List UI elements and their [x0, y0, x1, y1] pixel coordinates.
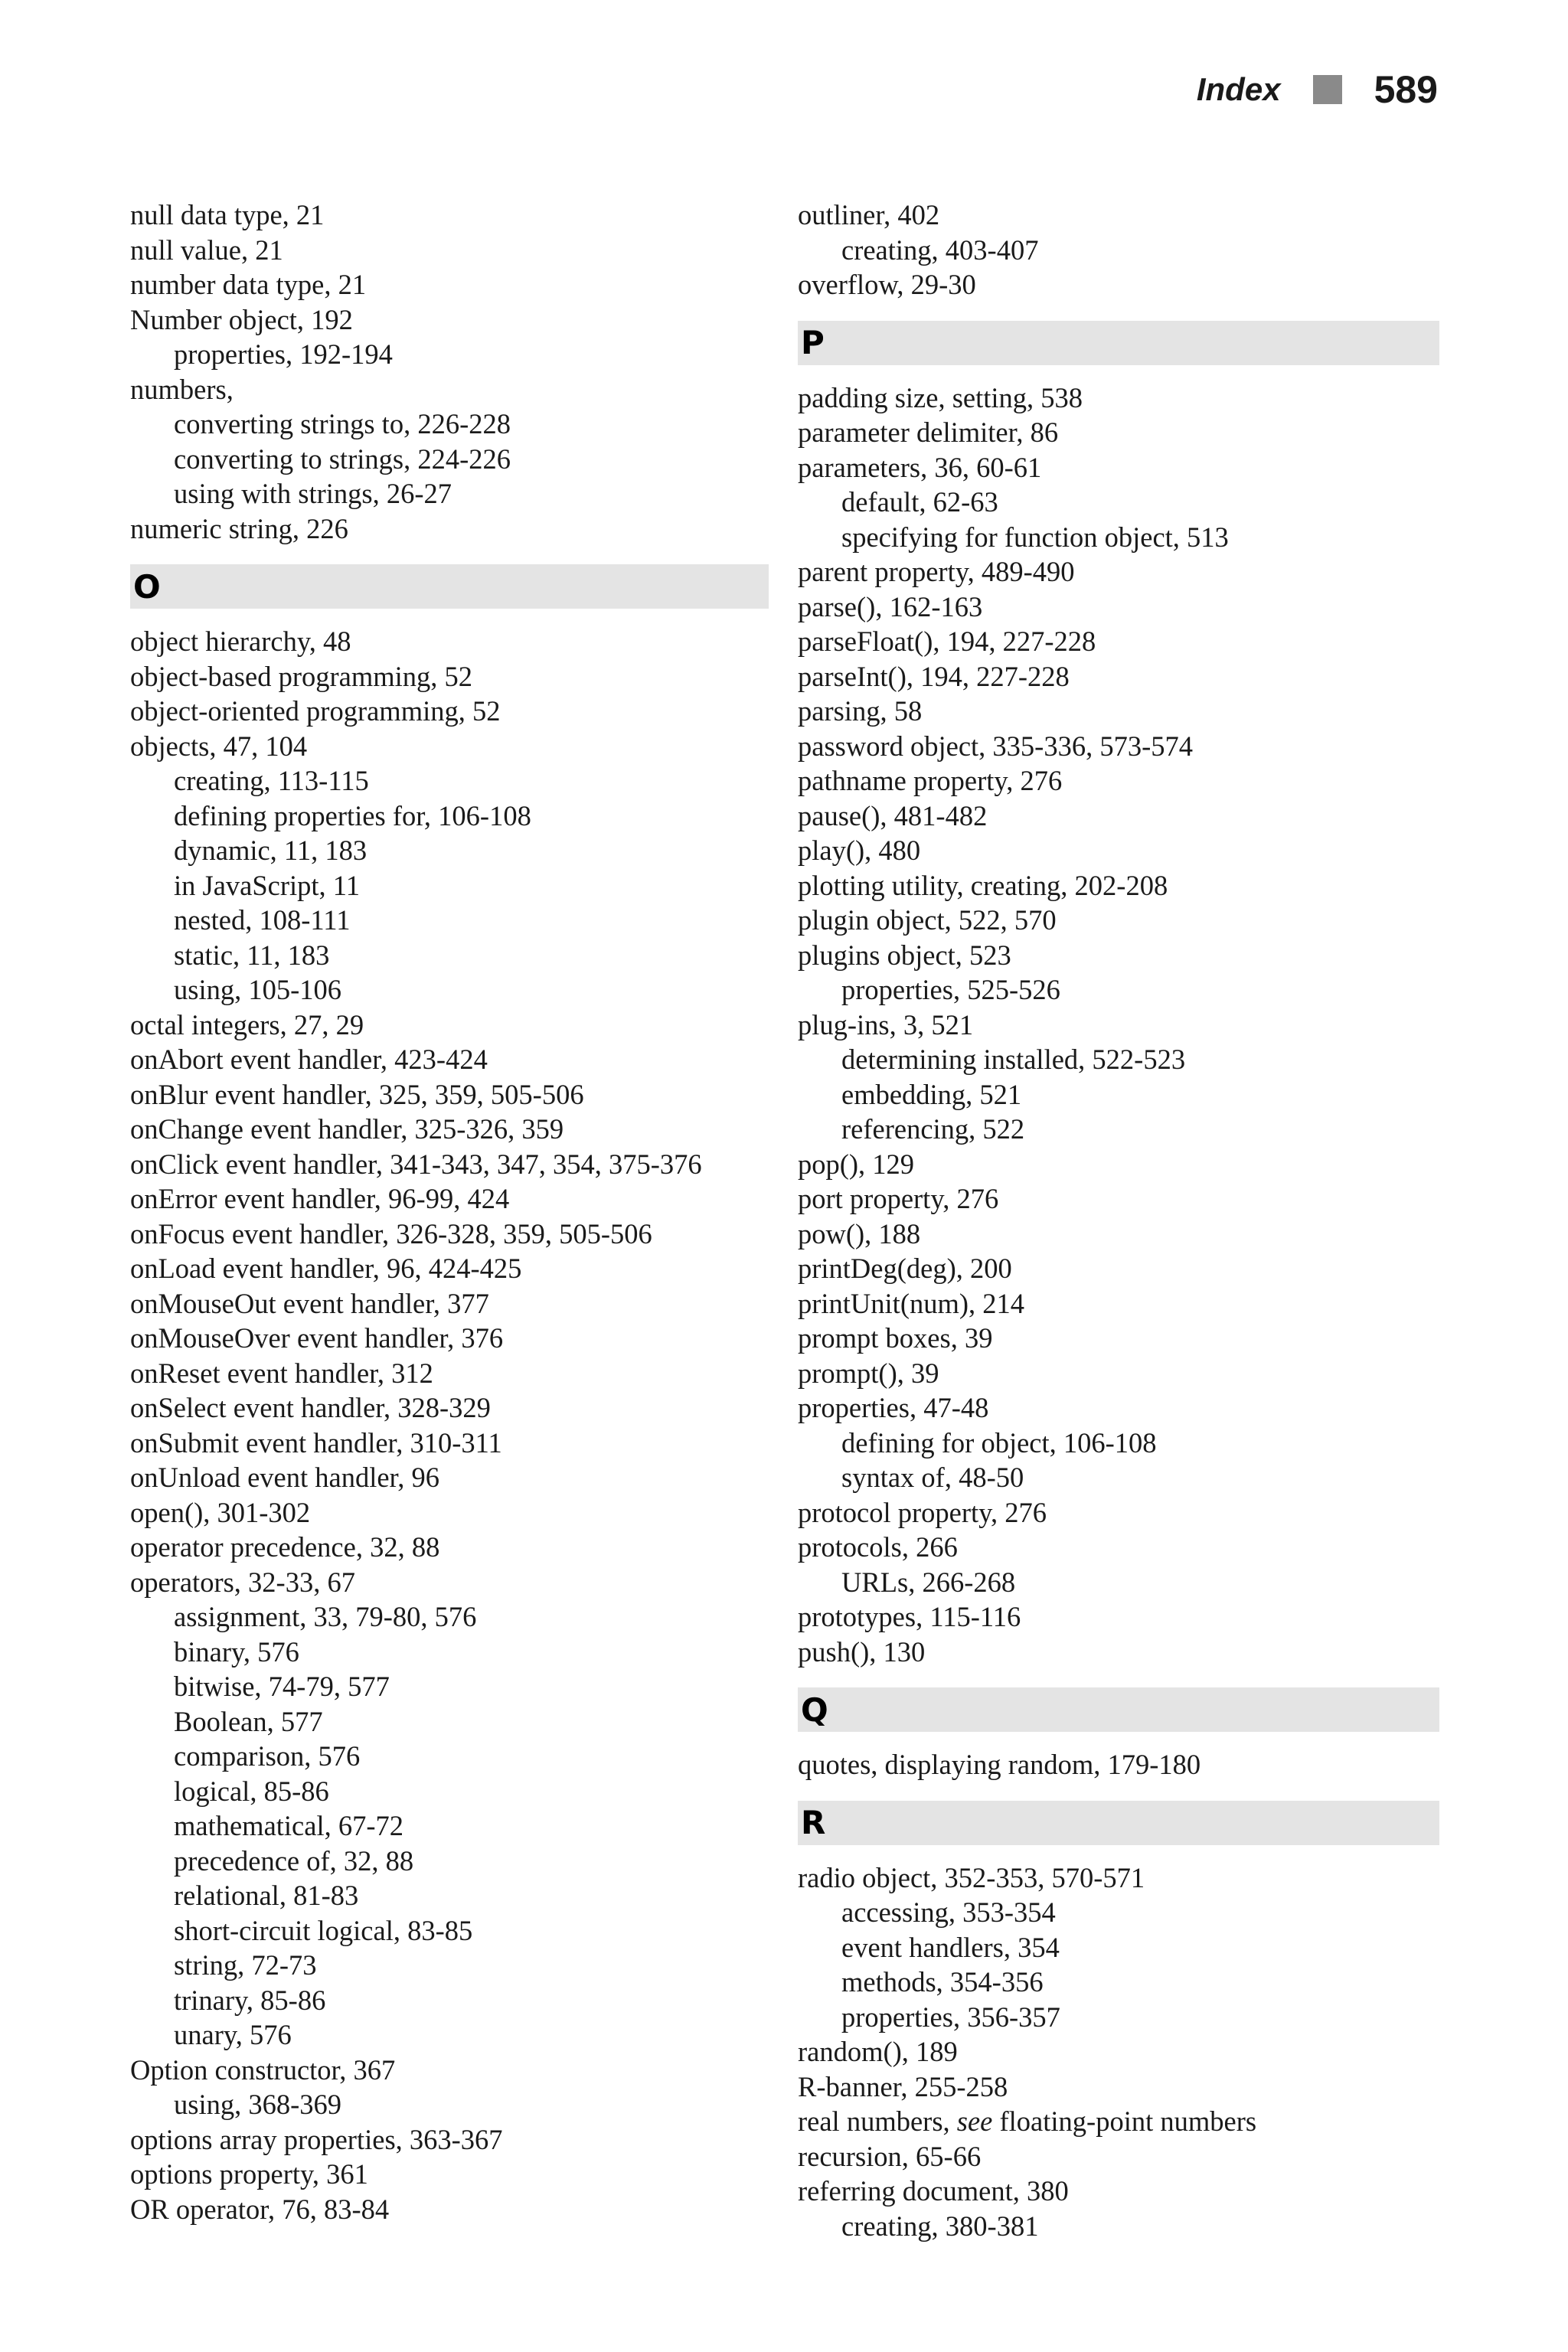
index-subentry: assignment, 33, 79-80, 576	[174, 1601, 477, 1632]
index-subentry: converting to strings, 224-226	[174, 443, 511, 475]
index-subentry: binary, 576	[174, 1635, 299, 1668]
index-entry: onUnload event handler, 96	[130, 1462, 439, 1493]
letter-heading-r	[798, 1801, 1439, 1845]
index-entry: Option constructor, 367	[130, 2053, 396, 2086]
header-square-ornament	[1313, 75, 1342, 104]
index-entry: prototypes, 115-116	[798, 1601, 1021, 1632]
index-entry: pathname property, 276	[798, 765, 1063, 796]
index-entry: operators, 32-33, 67	[130, 1566, 355, 1598]
index-entry: onFocus event handler, 326-328, 359, 505-506	[130, 1217, 652, 1250]
letter-heading-p	[798, 321, 1439, 365]
index-entry: referring document, 380	[798, 2175, 1069, 2207]
index-subentry: creating, 380-381	[841, 2210, 1039, 2242]
index-entry: null value, 21	[130, 234, 283, 266]
index-entry: object-based programming, 52	[130, 660, 473, 692]
index-entry: radio object, 352-353, 570-571	[798, 1861, 1145, 1893]
index-entry: operator precedence, 32, 88	[130, 1531, 440, 1563]
index-entry: onBlur event handler, 325, 359, 505-506	[130, 1078, 584, 1110]
index-entry: pause(), 481-482	[798, 799, 988, 831]
index-subentry: creating, 403-407	[841, 234, 1039, 266]
index-subentry: unary, 576	[174, 2019, 292, 2050]
index-entry: parseFloat(), 194, 227-228	[798, 626, 1096, 657]
index-entry: pop(), 129	[798, 1148, 915, 1180]
entries-o	[130, 624, 769, 2226]
index-entry: password object, 335-336, 573-574	[798, 730, 1193, 762]
index-entry: octal integers, 27, 29	[130, 1008, 364, 1040]
index-subentry: properties, 525-526	[841, 974, 1060, 1005]
index-subentry: string, 72-73	[174, 1949, 317, 1981]
index-entry: number data type, 21	[130, 269, 367, 300]
index-entry: plug-ins, 3, 521	[798, 1008, 974, 1040]
index-subentry: in JavaScript, 11	[174, 869, 360, 901]
index-entry: overflow, 29-30	[798, 269, 976, 300]
index-subentry: methods, 354-356	[841, 1966, 1044, 1998]
entries-n	[130, 198, 769, 546]
index-entry: real numbers, see floating-point numbers	[798, 2105, 1257, 2137]
index-subentry: defining for object, 106-108	[841, 1426, 1157, 1459]
entries-q	[798, 1747, 1439, 1782]
index-entry: parseInt(), 194, 227-228	[798, 660, 1070, 692]
index-subentry: trinary, 85-86	[174, 1984, 326, 2016]
index-entry: printUnit(num), 214	[798, 1287, 1025, 1319]
index-entry: numbers,	[130, 373, 234, 405]
index-subentry: embedding, 521	[841, 1078, 1022, 1110]
index-entry: object-oriented programming, 52	[130, 695, 501, 727]
index-entry: random(), 189	[798, 2036, 958, 2067]
index-entry: objects, 47, 104	[130, 730, 308, 762]
index-subentry: properties, 192-194	[174, 338, 393, 370]
letter-heading-label: O	[133, 567, 161, 606]
index-entry: onChange event handler, 325-326, 359	[130, 1113, 564, 1145]
index-entry: protocols, 266	[798, 1531, 958, 1563]
index-entry: onMouseOver event handler, 376	[130, 1322, 504, 1354]
index-entry: parameter delimiter, 86	[798, 416, 1059, 448]
index-subentry: using, 368-369	[174, 2089, 341, 2120]
index-entry: parent property, 489-490	[798, 556, 1075, 587]
index-subentry: referencing, 522	[841, 1113, 1025, 1145]
index-subentry: logical, 85-86	[174, 1775, 329, 1807]
index-subentry: defining properties for, 106-108	[174, 799, 531, 831]
index-entry: parsing, 58	[798, 695, 923, 727]
index-entry: options array properties, 363-367	[130, 2123, 503, 2155]
index-entry: parse(), 162-163	[798, 590, 983, 622]
index-entry: prompt boxes, 39	[798, 1322, 993, 1354]
letter-heading-label: R	[801, 1804, 826, 1841]
entries-o-cont	[798, 198, 1439, 302]
index-entry: parameters, 36, 60-61	[798, 451, 1042, 483]
index-entry: push(), 130	[798, 1635, 926, 1668]
index-subentry: using, 105-106	[174, 974, 341, 1005]
index-subentry: precedence of, 32, 88	[174, 1844, 414, 1877]
index-entry: prompt(), 39	[798, 1357, 939, 1389]
index-subentry: converting strings to, 226-228	[174, 408, 511, 439]
index-subentry: URLs, 266-268	[841, 1566, 1016, 1598]
index-entry: outliner, 402	[798, 199, 940, 230]
index-entry: onMouseOut event handler, 377	[130, 1287, 489, 1319]
index-entry: pow(), 188	[798, 1217, 921, 1250]
index-entry: properties, 47-48	[798, 1392, 989, 1423]
entries-r	[798, 1860, 1439, 2244]
index-column-right	[798, 198, 1439, 2243]
index-subentry: comparison, 576	[174, 1740, 361, 1772]
index-entry: onSubmit event handler, 310-311	[130, 1426, 502, 1459]
index-subentry: default, 62-63	[841, 486, 998, 518]
index-entry: printDeg(deg), 200	[798, 1253, 1012, 1284]
index-entry: onClick event handler, 341-343, 347, 354, 375-376	[130, 1148, 702, 1180]
index-entry: OR operator, 76, 83-84	[130, 2193, 390, 2225]
letter-heading-label: P	[801, 324, 825, 361]
index-subentry: using with strings, 26-27	[174, 478, 452, 509]
index-entry: padding size, setting, 538	[798, 381, 1083, 413]
index-entry: port property, 276	[798, 1183, 999, 1214]
index-subentry: relational, 81-83	[174, 1880, 359, 1911]
index-subentry: mathematical, 67-72	[174, 1810, 404, 1841]
index-subentry: nested, 108-111	[174, 904, 351, 936]
index-entry: plotting utility, creating, 202-208	[798, 869, 1168, 901]
index-entry: onError event handler, 96-99, 424	[130, 1183, 510, 1214]
index-subentry: creating, 113-115	[174, 765, 369, 796]
index-entry: R-banner, 255-258	[798, 2070, 1008, 2102]
index-entry: onAbort event handler, 423-424	[130, 1044, 488, 1075]
running-header	[1197, 67, 1438, 112]
index-entry: null data type, 21	[130, 199, 325, 230]
index-entry: play(), 480	[798, 835, 921, 866]
index-entry: recursion, 65-66	[798, 2140, 982, 2172]
index-entry: plugin object, 522, 570	[798, 904, 1057, 936]
index-subentry: event handlers, 354	[841, 1931, 1060, 1963]
index-subentry: specifying for function object, 513	[841, 521, 1229, 553]
letter-heading-o	[130, 564, 769, 609]
index-entry: onLoad event handler, 96, 424-425	[130, 1253, 522, 1284]
index-subentry: properties, 356-357	[841, 2001, 1060, 2033]
letter-heading-label: Q	[801, 1690, 828, 1729]
entries-p	[798, 381, 1439, 1670]
index-subentry: dynamic, 11, 183	[174, 835, 368, 866]
letter-heading-q	[798, 1687, 1439, 1732]
index-column-left	[130, 198, 769, 2226]
index-entry: options property, 361	[130, 2158, 368, 2190]
index-entry: onSelect event handler, 328-329	[130, 1392, 491, 1423]
index-entry: plugins object, 523	[798, 939, 1011, 971]
index-subentry: Boolean, 577	[174, 1705, 323, 1737]
index-subentry: determining installed, 522-523	[841, 1044, 1186, 1075]
index-entry: Number object, 192	[130, 303, 353, 335]
index-entry: object hierarchy, 48	[130, 626, 351, 657]
index-subentry: accessing, 353-354	[841, 1896, 1056, 1928]
index-entry: protocol property, 276	[798, 1496, 1047, 1528]
index-entry: numeric string, 226	[130, 512, 348, 544]
index-entry: quotes, displaying random, 179-180	[798, 1749, 1201, 1780]
section-label: Index	[1196, 71, 1281, 107]
index-subentry: static, 11, 183	[174, 939, 330, 971]
index-subentry: bitwise, 74-79, 577	[174, 1671, 390, 1702]
index-entry: onReset event handler, 312	[130, 1357, 433, 1389]
index-entry: open(), 301-302	[130, 1496, 311, 1528]
index-subentry: syntax of, 48-50	[841, 1462, 1024, 1493]
page-number: 589	[1374, 68, 1438, 111]
index-subentry: short-circuit logical, 83-85	[174, 1914, 473, 1946]
